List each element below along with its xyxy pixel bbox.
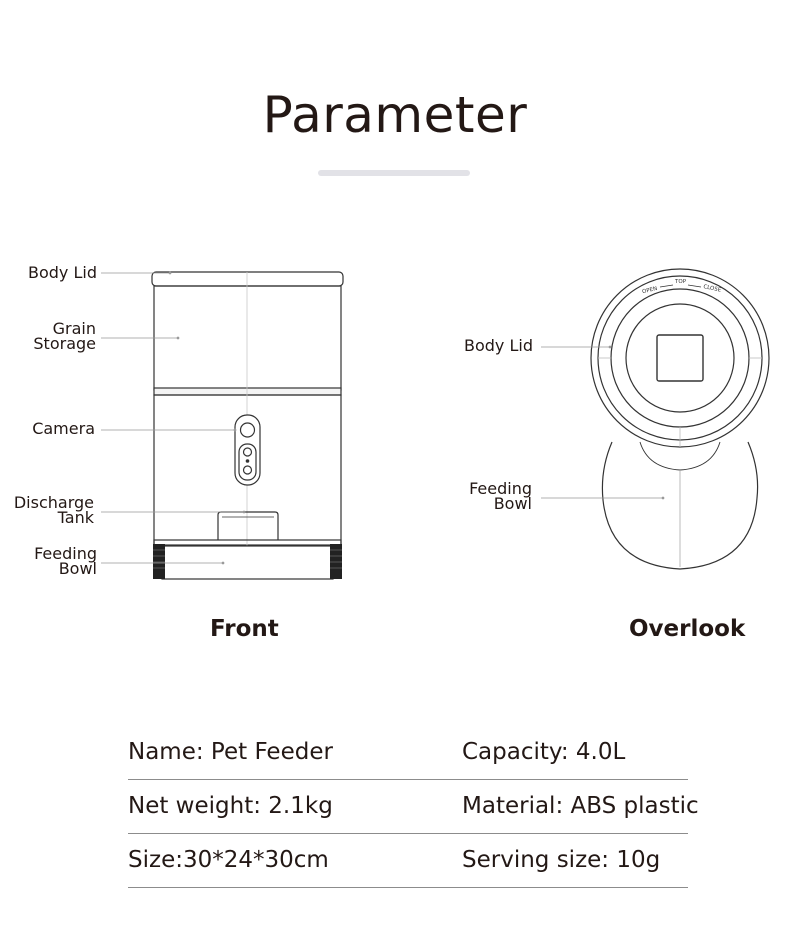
front-divider-band [154, 388, 341, 395]
front-feeding-bowl [162, 546, 333, 579]
page-title: Parameter [262, 86, 528, 144]
overlook-lid-outer [591, 269, 769, 447]
front-label-feeding-bowl: Feeding Bowl [34, 544, 97, 578]
front-label-body-lid: Body Lid [28, 263, 97, 282]
dial-top: TOP [675, 279, 687, 285]
front-body-lid [152, 272, 343, 286]
front-grain-storage [154, 286, 341, 390]
overlook-label-body-lid: Body Lid [464, 336, 533, 355]
front-label-discharge-tank: Discharge Tank [13, 493, 94, 527]
front-view-drawing [152, 272, 343, 579]
spec-row [128, 726, 688, 780]
front-label-grain-storage: Grain Storage [33, 319, 96, 353]
front-leader-lines [101, 272, 245, 564]
spec-material: Material: ABS plastic [462, 793, 699, 819]
spec-size: Size:30*24*30cm [128, 847, 329, 873]
front-label-camera: Camera [32, 419, 95, 438]
front-discharge-tank [218, 512, 278, 540]
overlook-view-label: Overlook [629, 616, 746, 642]
spec-table [128, 726, 699, 888]
spec-row [128, 834, 688, 888]
spec-name: Name: Pet Feeder [128, 739, 333, 765]
spec-capacity: Capacity: 4.0L [462, 739, 626, 765]
front-view-label: Front [210, 616, 279, 642]
spec-row [128, 780, 699, 834]
front-right-foot [330, 544, 342, 579]
spec-serving-size: Serving size: 10g [462, 847, 661, 873]
overlook-label-feeding-bowl: Feeding Bowl [469, 479, 532, 513]
spec-net-weight: Net weight: 2.1kg [128, 793, 333, 819]
overlook-view-drawing [591, 269, 769, 569]
front-sensor-dot [246, 460, 248, 462]
dial-open: OPEN [641, 285, 658, 296]
front-left-foot [153, 544, 165, 579]
dial-close: CLOSE [702, 284, 722, 294]
